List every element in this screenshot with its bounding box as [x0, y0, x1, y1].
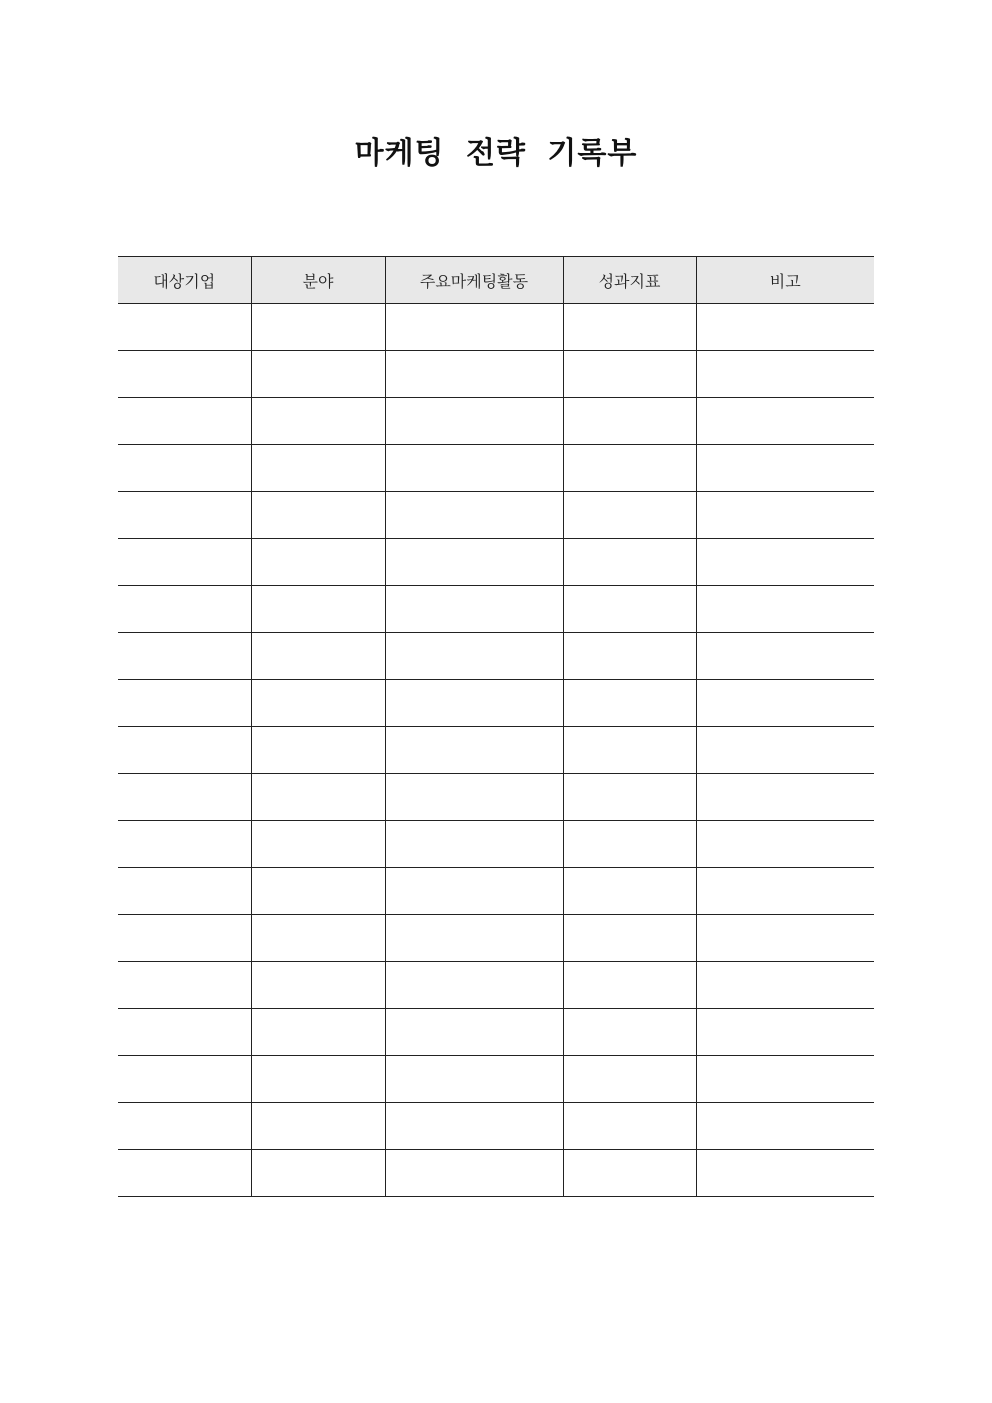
remarks-cell[interactable]: [696, 680, 874, 727]
remarks-cell[interactable]: [696, 633, 874, 680]
table-row: [118, 586, 874, 633]
field-cell[interactable]: [251, 727, 385, 774]
table-row: [118, 727, 874, 774]
column-header-main-marketing-activity: 주요마케팅활동: [385, 257, 563, 304]
marketing-activity-cell[interactable]: [385, 774, 563, 821]
field-cell[interactable]: [251, 304, 385, 351]
remarks-cell[interactable]: [696, 304, 874, 351]
field-cell[interactable]: [251, 445, 385, 492]
field-cell[interactable]: [251, 868, 385, 915]
marketing-activity-cell[interactable]: [385, 304, 563, 351]
field-cell[interactable]: [251, 821, 385, 868]
field-cell[interactable]: [251, 1056, 385, 1103]
target-company-cell[interactable]: [118, 492, 251, 539]
target-company-cell[interactable]: [118, 1056, 251, 1103]
table-row: [118, 633, 874, 680]
performance-indicator-cell[interactable]: [563, 398, 696, 445]
field-cell[interactable]: [251, 398, 385, 445]
table-header-row: [118, 257, 874, 304]
target-company-cell[interactable]: [118, 680, 251, 727]
table-row: [118, 821, 874, 868]
remarks-cell[interactable]: [696, 1056, 874, 1103]
remarks-cell[interactable]: [696, 539, 874, 586]
table-row: [118, 304, 874, 351]
remarks-cell[interactable]: [696, 1103, 874, 1150]
remarks-cell[interactable]: [696, 774, 874, 821]
target-company-cell[interactable]: [118, 1150, 251, 1197]
marketing-activity-cell[interactable]: [385, 1103, 563, 1150]
target-company-cell[interactable]: [118, 586, 251, 633]
field-cell[interactable]: [251, 1009, 385, 1056]
marketing-activity-cell[interactable]: [385, 633, 563, 680]
target-company-cell[interactable]: [118, 398, 251, 445]
remarks-cell[interactable]: [696, 821, 874, 868]
marketing-activity-cell[interactable]: [385, 1009, 563, 1056]
target-company-cell[interactable]: [118, 727, 251, 774]
marketing-activity-cell[interactable]: [385, 680, 563, 727]
table-row: [118, 915, 874, 962]
performance-indicator-cell[interactable]: [563, 539, 696, 586]
table-row: [118, 1056, 874, 1103]
field-cell[interactable]: [251, 539, 385, 586]
marketing-activity-cell[interactable]: [385, 445, 563, 492]
performance-indicator-cell[interactable]: [563, 915, 696, 962]
marketing-activity-cell[interactable]: [385, 1150, 563, 1197]
remarks-cell[interactable]: [696, 351, 874, 398]
field-cell[interactable]: [251, 351, 385, 398]
table-row: [118, 1150, 874, 1197]
table-row: [118, 445, 874, 492]
target-company-cell[interactable]: [118, 821, 251, 868]
marketing-activity-cell[interactable]: [385, 915, 563, 962]
target-company-cell[interactable]: [118, 1103, 251, 1150]
target-company-cell[interactable]: [118, 304, 251, 351]
remarks-cell[interactable]: [696, 398, 874, 445]
target-company-cell[interactable]: [118, 962, 251, 1009]
marketing-activity-cell[interactable]: [385, 1056, 563, 1103]
column-header-performance-indicator: 성과지표: [563, 257, 696, 304]
performance-indicator-cell[interactable]: [563, 1103, 696, 1150]
table-row: [118, 398, 874, 445]
table-body: [118, 304, 874, 1197]
field-cell[interactable]: [251, 492, 385, 539]
field-cell[interactable]: [251, 962, 385, 1009]
performance-indicator-cell[interactable]: [563, 680, 696, 727]
table-row: [118, 774, 874, 821]
table-row: [118, 680, 874, 727]
table-row: [118, 962, 874, 1009]
column-header-target-company: 대상기업: [118, 257, 251, 304]
marketing-activity-cell[interactable]: [385, 586, 563, 633]
performance-indicator-cell[interactable]: [563, 351, 696, 398]
marketing-activity-cell[interactable]: [385, 868, 563, 915]
remarks-cell[interactable]: [696, 1009, 874, 1056]
target-company-cell[interactable]: [118, 868, 251, 915]
field-cell[interactable]: [251, 586, 385, 633]
marketing-activity-cell[interactable]: [385, 492, 563, 539]
table-row: [118, 868, 874, 915]
remarks-cell[interactable]: [696, 915, 874, 962]
performance-indicator-cell[interactable]: [563, 962, 696, 1009]
marketing-activity-cell[interactable]: [385, 962, 563, 1009]
field-cell[interactable]: [251, 1103, 385, 1150]
column-header-remarks: 비고: [696, 257, 874, 304]
remarks-cell[interactable]: [696, 868, 874, 915]
target-company-cell[interactable]: [118, 633, 251, 680]
remarks-cell[interactable]: [696, 1150, 874, 1197]
performance-indicator-cell[interactable]: [563, 774, 696, 821]
performance-indicator-cell[interactable]: [563, 1150, 696, 1197]
marketing-activity-cell[interactable]: [385, 351, 563, 398]
field-cell[interactable]: [251, 680, 385, 727]
performance-indicator-cell[interactable]: [563, 304, 696, 351]
marketing-record-table: [118, 256, 874, 1197]
table-row: [118, 1103, 874, 1150]
marketing-activity-cell[interactable]: [385, 727, 563, 774]
performance-indicator-cell[interactable]: [563, 727, 696, 774]
target-company-cell[interactable]: [118, 539, 251, 586]
performance-indicator-cell[interactable]: [563, 445, 696, 492]
field-cell[interactable]: [251, 1150, 385, 1197]
marketing-activity-cell[interactable]: [385, 398, 563, 445]
table-row: [118, 1009, 874, 1056]
remarks-cell[interactable]: [696, 445, 874, 492]
remarks-cell[interactable]: [696, 586, 874, 633]
performance-indicator-cell[interactable]: [563, 586, 696, 633]
marketing-activity-cell[interactable]: [385, 821, 563, 868]
marketing-activity-cell[interactable]: [385, 539, 563, 586]
performance-indicator-cell[interactable]: [563, 1056, 696, 1103]
target-company-cell[interactable]: [118, 774, 251, 821]
table-row: [118, 351, 874, 398]
field-cell[interactable]: [251, 774, 385, 821]
performance-indicator-cell[interactable]: [563, 633, 696, 680]
target-company-cell[interactable]: [118, 915, 251, 962]
column-header-field: 분야: [251, 257, 385, 304]
target-company-cell[interactable]: [118, 351, 251, 398]
target-company-cell[interactable]: [118, 445, 251, 492]
field-cell[interactable]: [251, 633, 385, 680]
performance-indicator-cell[interactable]: [563, 868, 696, 915]
page-title: 마케팅 전략 기록부: [354, 136, 638, 171]
remarks-cell[interactable]: [696, 492, 874, 539]
table-row: [118, 539, 874, 586]
remarks-cell[interactable]: [696, 727, 874, 774]
field-cell[interactable]: [251, 915, 385, 962]
performance-indicator-cell[interactable]: [563, 821, 696, 868]
performance-indicator-cell[interactable]: [563, 492, 696, 539]
target-company-cell[interactable]: [118, 1009, 251, 1056]
table-row: [118, 492, 874, 539]
remarks-cell[interactable]: [696, 962, 874, 1009]
performance-indicator-cell[interactable]: [563, 1009, 696, 1056]
